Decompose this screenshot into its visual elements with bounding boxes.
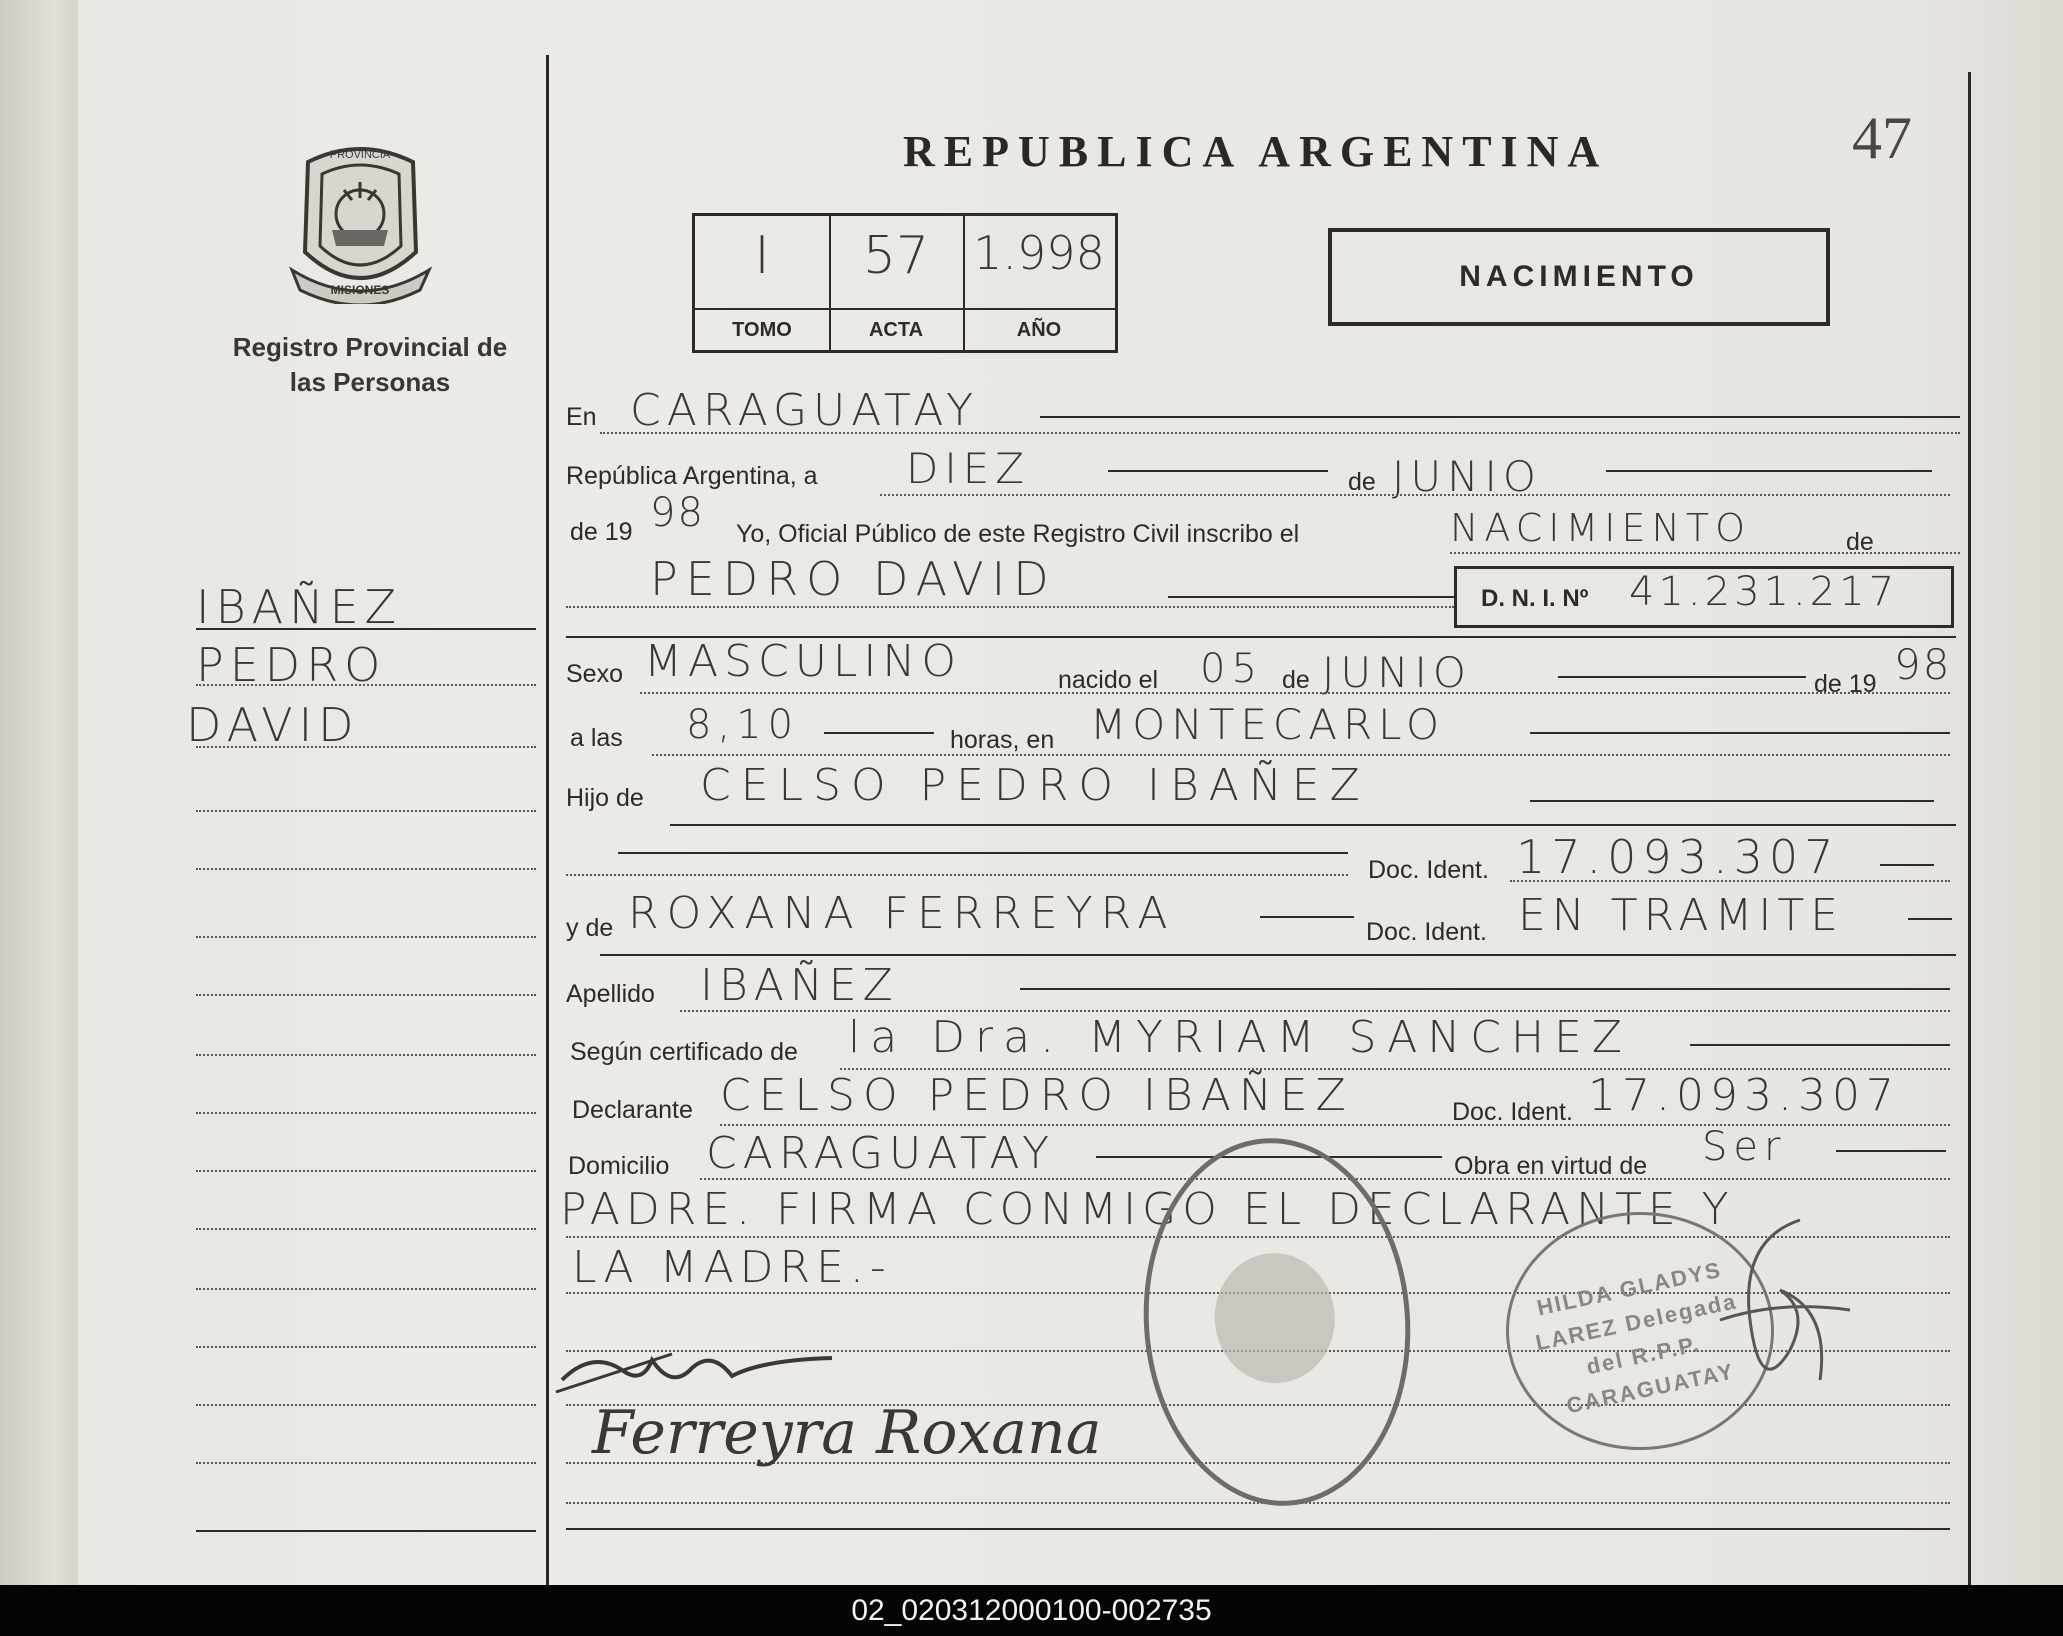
certificado-label: Según certificado de [570, 1038, 798, 1066]
record-box-divider [695, 308, 1115, 310]
margin-line [196, 1228, 536, 1230]
sexo-value: MASCULINO [644, 636, 962, 687]
dni-value: 41.231.217 [1629, 569, 1899, 615]
padre-doc: 17.093.307 [1516, 830, 1840, 884]
padre-doc-line-2 [1510, 880, 1950, 882]
margin-line [196, 1530, 536, 1532]
ano-label: AÑO [1016, 319, 1062, 341]
dia-value: DIEZ [906, 444, 1031, 493]
margin-line [196, 936, 536, 938]
registry-label: Registro Provincial de las Personas [232, 332, 508, 397]
nacido-mes: JUNIO [1322, 648, 1472, 697]
certificado-value: la Dra. MYRIAM SANCHEZ [848, 1012, 1633, 1063]
yde-label: y de [566, 914, 614, 942]
margin-divider [546, 55, 549, 1585]
nacido-de-label: de [1282, 666, 1310, 694]
nacido-dia: 05 [1200, 646, 1263, 692]
page-number: 47 [1852, 105, 1912, 171]
madre-doc-label: Doc. Ident. [1366, 918, 1487, 946]
mes-de-label: de [1348, 468, 1376, 496]
apellido-rule [1020, 988, 1950, 990]
official-stamp-text: HILDA GLADYS LAREZ Delegada del R.P.P. CARAGUATAY [1533, 1256, 1740, 1419]
margin-line [196, 1170, 536, 1172]
madre-doc: EN TRAMITE [1518, 890, 1845, 941]
row3-line [1450, 552, 1960, 554]
acta-cell [829, 216, 965, 350]
margin-surname: IBAÑEZ [196, 580, 403, 634]
declarante-label: Declarante [572, 1096, 693, 1124]
en-line [600, 432, 1960, 434]
hora-value: 8,10 [686, 702, 800, 748]
padre-doc-label: Doc. Ident. [1368, 856, 1489, 884]
padre-doc-line [566, 874, 1348, 876]
lugar-rule [1530, 732, 1950, 734]
madre-rule [1260, 916, 1354, 918]
madre-rule-2 [600, 954, 1956, 956]
dni-label: D. N. I. Nº [1481, 585, 1589, 612]
padre-doc-rule [618, 852, 1348, 854]
margin-line [196, 868, 536, 870]
nombre-line [566, 606, 1454, 608]
mes-rule [1606, 470, 1932, 472]
margin-line [196, 1346, 536, 1348]
hijo-label: Hijo de [566, 784, 644, 812]
row2-line [880, 494, 1950, 496]
lugar-value: MONTECARLO [1090, 700, 1446, 749]
margin-line [196, 1288, 536, 1290]
anio-value: 98 [650, 490, 705, 536]
ano-cell [963, 216, 1115, 350]
row6-line [652, 754, 1950, 756]
record-number-box [692, 213, 1118, 353]
margin-line [196, 628, 536, 630]
misiones-emblem-icon [288, 142, 433, 304]
nacido-rule [1558, 676, 1806, 678]
dia-rule [1108, 470, 1328, 472]
margin-first-name: PEDRO [196, 638, 387, 692]
declarante-value: CELSO PEDRO IBAÑEZ [720, 1070, 1354, 1121]
margin-line [196, 684, 536, 686]
apellido-value: IBAÑEZ [700, 960, 899, 1011]
obra-rule [1836, 1150, 1946, 1152]
seal-emblem-icon [1210, 1249, 1339, 1387]
emblem-top-text: PROVINCIA [329, 149, 391, 161]
nota-line-2: LA MADRE.- [572, 1242, 892, 1293]
row5-line [640, 692, 1950, 694]
obra-label: Obra en virtud de [1454, 1152, 1648, 1180]
margin-line [196, 746, 536, 748]
ano-value: 1.998 [973, 226, 1105, 280]
signature-mother: Ferreyra Roxana [592, 1398, 1102, 1468]
apellido-label: Apellido [566, 980, 655, 1008]
en-rule [1040, 416, 1960, 418]
margin-line [196, 1404, 536, 1406]
tomo-label: TOMO [732, 319, 792, 341]
nacido-label: nacido el [1058, 666, 1159, 694]
en-label: En [566, 403, 597, 431]
margin-line [196, 810, 536, 812]
margin-line [196, 994, 536, 996]
page-title: REPUBLICA ARGENTINA [903, 127, 1609, 176]
inscripcion-value: NACIMIENTO [1450, 506, 1752, 550]
declarante-doc: 17.093.307 [1588, 1070, 1900, 1121]
document-type-box: NACIMIENTO [1328, 228, 1830, 326]
madre-value: ROXANA FERREYRA [628, 888, 1176, 939]
margin-line [196, 1112, 536, 1114]
official-signature-icon [1680, 1200, 1860, 1430]
margin-second-name: DAVID [186, 698, 360, 752]
padre-rule-2 [670, 824, 1956, 826]
oficial-label: Yo, Oficial Público de este Registro Civil inscribo el [736, 520, 1300, 548]
nacido-anio: 98 [1894, 640, 1952, 689]
mes-value: JUNIO [1392, 452, 1542, 501]
inscripcion-de-label: de [1846, 528, 1874, 556]
margin-line [196, 1054, 536, 1056]
tomo-value: I [754, 226, 770, 286]
nacido-anio-prefix: de 19 [1814, 670, 1877, 698]
book-binding [0, 0, 78, 1585]
tomo-cell [695, 216, 831, 350]
obra-value: Ser [1702, 1124, 1787, 1170]
anio-prefix: de 19 [570, 518, 633, 546]
alas-label: a las [570, 724, 623, 752]
horas-label: horas, en [950, 726, 1055, 754]
margin-line [196, 1462, 536, 1464]
nombre-rule [1168, 596, 1454, 598]
emblem-bottom-text: MISIONES [330, 283, 390, 297]
padre-doc-end-rule [1880, 864, 1934, 866]
nombre-value: PEDRO DAVID [650, 552, 1057, 606]
padre-value: CELSO PEDRO IBAÑEZ [700, 760, 1370, 811]
declarante-doc-label: Doc. Ident. [1452, 1098, 1573, 1126]
dni-box [1454, 566, 1954, 628]
acta-value: 57 [862, 226, 930, 286]
en-value: CARAGUATAY [630, 385, 979, 436]
image-id-footer: 02_020312000100-002735 [0, 1585, 2063, 1636]
bottom-rule [566, 1528, 1950, 1530]
nota-line-1: PADRE. FIRMA CONMIGO EL DECLARANTE Y [560, 1184, 1735, 1235]
madre-doc-rule [1908, 918, 1952, 920]
acta-label: ACTA [868, 319, 924, 341]
hora-rule [824, 732, 934, 734]
domicilio-label: Domicilio [568, 1152, 670, 1180]
right-border [1968, 72, 1971, 1585]
certificado-rule [1690, 1044, 1950, 1046]
sexo-label: Sexo [566, 660, 623, 688]
republica-label: República Argentina, a [566, 462, 818, 490]
domicilio-value: CARAGUATAY [706, 1128, 1055, 1179]
padre-rule [1530, 800, 1934, 802]
